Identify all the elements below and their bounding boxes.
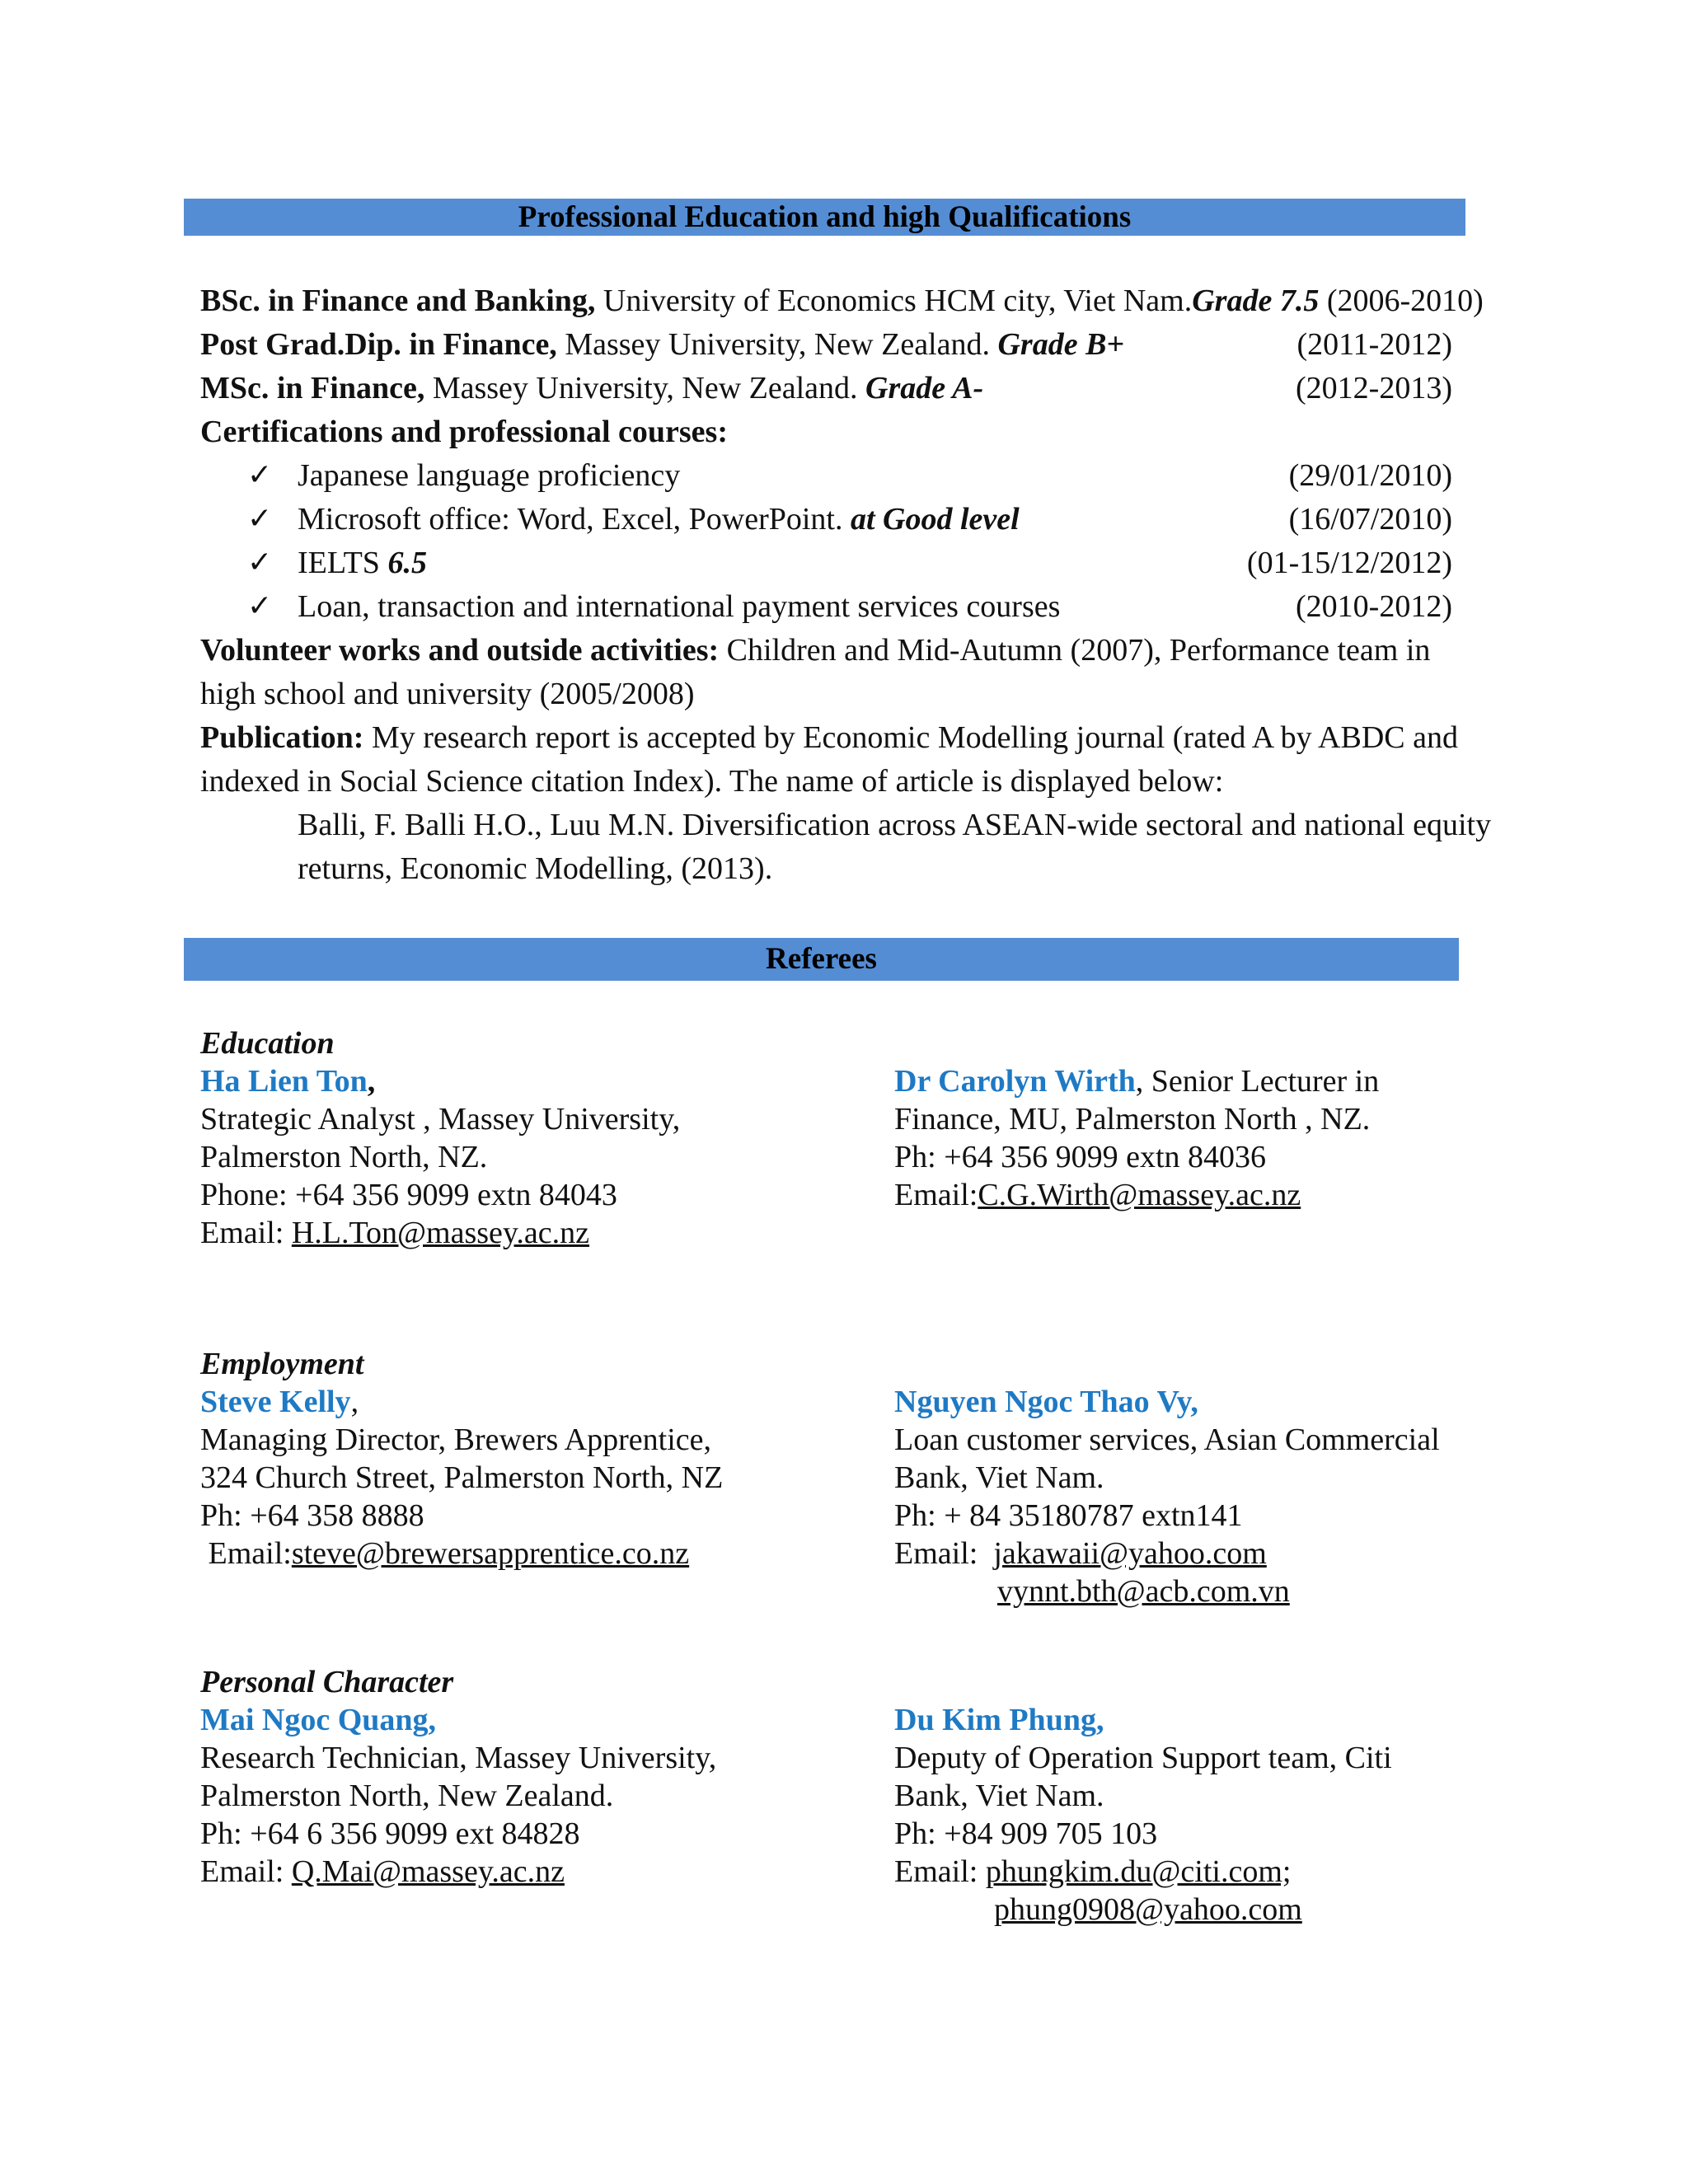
referee-card: Employment Steve Kelly, Managing Director, Brewers Apprentice, 324 Church Street, Palmerston North, NZ Ph: +64 358 8888 Email:steve@brewersapprentice.co.nz [200, 1345, 876, 1572]
email-link[interactable]: jakawaii@yahoo.com [993, 1536, 1267, 1571]
referees-section-header [184, 938, 1459, 981]
referee-line: Managing Director, Brewers Apprentice, [200, 1422, 711, 1457]
checkmark-icon: ✓ [247, 589, 273, 623]
referee-line: Research Technician, Massey University, [200, 1741, 717, 1775]
referee-card: Nguyen Ngoc Thao Vy, Loan customer services, Asian Commercial Bank, Viet Nam. Ph: + 84 35180787 extn141 Email: jakawaii@yahoo.com vynnt.bth@acb.com.vn [894, 1383, 1521, 1610]
degree-detail: Massey University, New Zealand. [424, 371, 865, 405]
checkmark-icon: ✓ [247, 458, 273, 492]
referee-line: Ph: + 84 35180787 extn141 [894, 1498, 1243, 1533]
certification-item: Microsoft office: Word, Excel, PowerPoint. at Good level [298, 502, 1020, 537]
referee-category: Employment [200, 1347, 364, 1381]
publication-label: Publication: [200, 720, 364, 755]
publication-paragraph [200, 716, 1486, 804]
volunteer-paragraph [200, 629, 1486, 716]
referee-category: Personal Character [200, 1665, 454, 1699]
referee-name: Du Kim Phung, [894, 1703, 1104, 1737]
referee-card: Personal Character Mai Ngoc Quang, Research Technician, Massey University, Palmerston North, New Zealand. Ph: +64 6 356 9099 ext 84828 Email: Q.Mai@massey.ac.nz [200, 1663, 876, 1891]
referee-card: Du Kim Phung, Deputy of Operation Support team, Citi Bank, Viet Nam. Ph: +84 909 705 103 Email: phungkim.du@citi.com; phung0908@yahoo.com [894, 1701, 1521, 1929]
publication-text: My research report is accepted by Economic Modelling journal (rated A by ABDC and indexed in Social Science citation Index). The name of article is displayed below: [200, 720, 1459, 799]
volunteer-label: Volunteer works and outside activities: [200, 633, 720, 668]
certification-item: Loan, transaction and international payment services courses [298, 589, 1061, 624]
referee-line: Bank, Viet Nam. [894, 1779, 1104, 1813]
referee-card: Education Ha Lien Ton, Strategic Analyst , Massey University, Palmerston North, NZ. Phone: +64 356 9099 extn 84043 Email: H.L.Ton@massey.ac.nz [200, 1024, 876, 1252]
referee-line: Ph: +64 356 9099 extn 84036 [894, 1140, 1267, 1174]
referee-name: Steve Kelly [200, 1385, 351, 1419]
email-link[interactable]: steve@brewersapprentice.co.nz [291, 1536, 690, 1571]
degree-years: (2011-2012) [1296, 327, 1452, 362]
referee-name: Nguyen Ngoc Thao Vy, [894, 1385, 1198, 1419]
education-section-header [184, 199, 1465, 236]
degree-detail: University of Economics HCM city, Viet Nam. [595, 284, 1193, 318]
referee-line: Finance, MU, Palmerston North , NZ. [894, 1102, 1371, 1137]
referee-line: 324 Church Street, Palmerston North, NZ [200, 1460, 724, 1495]
email-link[interactable]: C.G.Wirth@massey.ac.nz [978, 1178, 1301, 1212]
referee-name: Dr Carolyn Wirth [894, 1064, 1136, 1099]
certification-date: (16/07/2010) [1288, 502, 1452, 537]
referee-category: Education [200, 1026, 335, 1061]
degree-row [200, 279, 1484, 322]
degree-years: (2006-2010) [1319, 284, 1484, 318]
degree-row [200, 323, 1124, 366]
degree-grade: Grade 7.5 [1192, 284, 1320, 318]
degree-title: MSc. in Finance, [200, 371, 425, 405]
certification-date: (29/01/2010) [1288, 458, 1452, 493]
degree-years: (2012-2013) [1296, 371, 1452, 405]
referee-card: Dr Carolyn Wirth, Senior Lecturer in Finance, MU, Palmerston North , NZ. Ph: +64 356 9099 extn 84036 Email:C.G.Wirth@massey.ac.nz [894, 1062, 1504, 1214]
degree-detail: Massey University, New Zealand. [556, 327, 998, 362]
certification-date: (01-15/12/2012) [1246, 546, 1452, 580]
certifications-heading: Certifications and professional courses: [200, 415, 728, 449]
email-link[interactable]: Q.Mai@massey.ac.nz [291, 1854, 565, 1889]
checkmark-icon: ✓ [247, 546, 273, 579]
referees-section-title: Referees [766, 942, 877, 976]
referee-line: Deputy of Operation Support team, Citi [894, 1741, 1392, 1775]
referee-line: Phone: +64 356 9099 extn 84043 [200, 1178, 617, 1212]
education-section-title: Professional Education and high Qualifications [518, 200, 1132, 234]
volunteer-text: Children and Mid-Autumn (2007), Performance team in high school and university (2005/2008) [200, 633, 1431, 711]
certification-item: IELTS 6.5 [298, 546, 427, 580]
email-link[interactable]: phungkim.du@citi.com; [985, 1854, 1292, 1889]
email-link[interactable]: vynnt.bth@acb.com.vn [997, 1574, 1290, 1609]
referee-line: Strategic Analyst , Massey University, [200, 1102, 681, 1137]
email-link[interactable]: phung0908@yahoo.com [994, 1892, 1302, 1927]
referee-line: Ph: +64 358 8888 [200, 1498, 424, 1533]
publication-citation: Balli, F. Balli H.O., Luu M.N. Diversification across ASEAN-wide sectoral and national equity returns, Economic Modelling, (2013). [298, 808, 1492, 886]
referee-line: Bank, Viet Nam. [894, 1460, 1104, 1495]
email-link[interactable]: H.L.Ton@massey.ac.nz [291, 1216, 590, 1250]
degree-title: Post Grad.Dip. in Finance, [200, 327, 557, 362]
referee-line: Palmerston North, New Zealand. [200, 1779, 614, 1813]
referee-line: Ph: +84 909 705 103 [894, 1816, 1158, 1851]
certification-item: Japanese language proficiency [298, 458, 681, 493]
degree-title: BSc. in Finance and Banking, [200, 284, 596, 318]
referee-line: Loan customer services, Asian Commercial [894, 1422, 1440, 1457]
referee-name: Mai Ngoc Quang, [200, 1703, 437, 1737]
degree-grade: Grade A- [865, 371, 984, 405]
degree-grade: Grade B+ [997, 327, 1125, 362]
referee-line: Palmerston North, NZ. [200, 1140, 488, 1174]
referee-name: Ha Lien Ton [200, 1064, 368, 1099]
certification-date: (2010-2012) [1296, 589, 1452, 624]
referee-line: Ph: +64 6 356 9099 ext 84828 [200, 1816, 580, 1851]
checkmark-icon: ✓ [247, 502, 273, 536]
degree-row [200, 367, 983, 410]
